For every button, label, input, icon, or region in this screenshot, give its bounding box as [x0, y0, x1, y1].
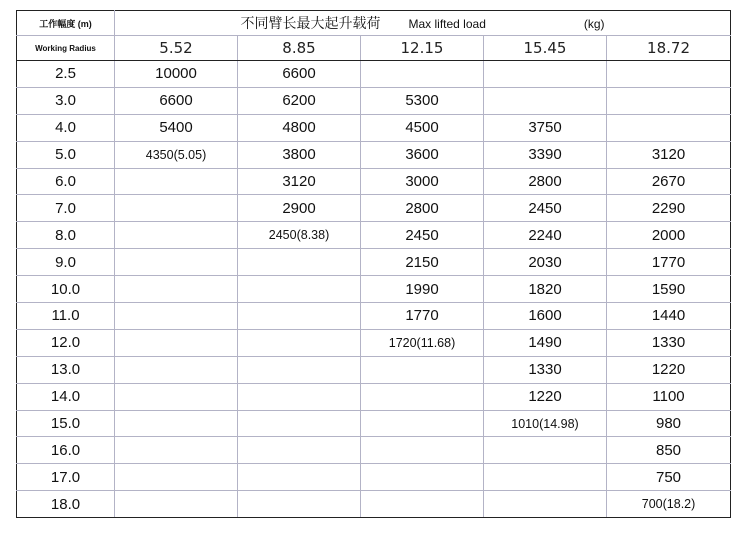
load-cell: 10000 [115, 61, 238, 88]
load-cell: 2240 [484, 222, 607, 249]
load-cell [484, 87, 607, 114]
working-radius-cell: 18.0 [17, 491, 115, 518]
load-cell: 1440 [607, 303, 731, 330]
load-cell [238, 329, 361, 356]
load-cell [607, 61, 731, 88]
working-radius-cell: 8.0 [17, 222, 115, 249]
load-cell [361, 61, 484, 88]
title-cn: 不同臂长最大起升载荷 [240, 15, 381, 31]
load-cell [238, 464, 361, 491]
table-title [115, 11, 731, 36]
title-en: Max lifted load [408, 17, 486, 31]
load-cell: 5300 [361, 87, 484, 114]
boom-length-header: 15.45 [484, 36, 607, 61]
load-cell [607, 114, 731, 141]
working-radius-label-en: Working Radius [17, 36, 115, 61]
load-cell [115, 491, 238, 518]
working-radius-cell: 15.0 [17, 410, 115, 437]
load-cell: 1720(11.68) [361, 329, 484, 356]
load-cell [484, 464, 607, 491]
load-cell: 1770 [361, 303, 484, 330]
load-cell: 6600 [115, 87, 238, 114]
load-cell: 980 [607, 410, 731, 437]
working-radius-label-cn: 工作幅度 (m) [17, 11, 115, 36]
load-cell: 700(18.2) [607, 491, 731, 518]
load-cell: 5400 [115, 114, 238, 141]
table-row [17, 303, 731, 330]
boom-length-header: 18.72 [607, 36, 731, 61]
table-row [17, 249, 731, 276]
load-cell: 4800 [238, 114, 361, 141]
table-row [17, 87, 731, 114]
load-cell [238, 383, 361, 410]
load-cell: 3390 [484, 141, 607, 168]
load-cell: 2290 [607, 195, 731, 222]
load-cell [115, 222, 238, 249]
load-cell: 3120 [607, 141, 731, 168]
load-cell: 850 [607, 437, 731, 464]
table-row [17, 114, 731, 141]
load-cell: 1220 [607, 356, 731, 383]
load-cell: 2450(8.38) [238, 222, 361, 249]
table-row [17, 437, 731, 464]
load-cell [115, 303, 238, 330]
load-cell: 2030 [484, 249, 607, 276]
load-cell: 3000 [361, 168, 484, 195]
load-cell: 1330 [607, 329, 731, 356]
load-cell [115, 383, 238, 410]
working-radius-cell: 9.0 [17, 249, 115, 276]
load-cell [115, 249, 238, 276]
load-cell [361, 437, 484, 464]
load-cell: 3120 [238, 168, 361, 195]
load-cell [484, 491, 607, 518]
load-cell: 1010(14.98) [484, 410, 607, 437]
load-cell [484, 437, 607, 464]
load-cell: 3750 [484, 114, 607, 141]
load-cell [115, 410, 238, 437]
load-cell [238, 249, 361, 276]
load-cell [238, 410, 361, 437]
working-radius-cell: 17.0 [17, 464, 115, 491]
load-cell: 1490 [484, 329, 607, 356]
load-cell: 1330 [484, 356, 607, 383]
load-cell [115, 356, 238, 383]
load-cell [115, 195, 238, 222]
header-row-boom-lengths [17, 36, 731, 61]
working-radius-cell: 3.0 [17, 87, 115, 114]
load-cell: 1600 [484, 303, 607, 330]
load-chart-table [16, 10, 731, 518]
load-cell: 6600 [238, 61, 361, 88]
load-cell: 3800 [238, 141, 361, 168]
table-row [17, 195, 731, 222]
table-row [17, 141, 731, 168]
working-radius-cell: 2.5 [17, 61, 115, 88]
load-cell: 2450 [484, 195, 607, 222]
load-cell: 2800 [361, 195, 484, 222]
load-cell: 2000 [607, 222, 731, 249]
load-cell [607, 87, 731, 114]
table-row [17, 222, 731, 249]
load-cell: 4350(5.05) [115, 141, 238, 168]
load-cell: 3600 [361, 141, 484, 168]
boom-length-header: 8.85 [238, 36, 361, 61]
load-cell: 1990 [361, 276, 484, 303]
table-row [17, 464, 731, 491]
load-cell [361, 464, 484, 491]
working-radius-cell: 7.0 [17, 195, 115, 222]
header-row-title [17, 11, 731, 36]
table-row [17, 410, 731, 437]
load-cell [115, 168, 238, 195]
working-radius-cell: 11.0 [17, 303, 115, 330]
working-radius-cell: 6.0 [17, 168, 115, 195]
working-radius-cell: 14.0 [17, 383, 115, 410]
load-cell [361, 410, 484, 437]
load-cell: 2800 [484, 168, 607, 195]
load-cell [238, 356, 361, 383]
table-row [17, 491, 731, 518]
load-cell: 1770 [607, 249, 731, 276]
load-cell [238, 276, 361, 303]
working-radius-cell: 10.0 [17, 276, 115, 303]
load-cell [238, 303, 361, 330]
load-cell [115, 276, 238, 303]
table-row [17, 356, 731, 383]
load-cell [115, 437, 238, 464]
load-cell [238, 437, 361, 464]
table-row [17, 329, 731, 356]
load-cell: 750 [607, 464, 731, 491]
load-cell [361, 383, 484, 410]
load-cell [115, 464, 238, 491]
load-cell [115, 329, 238, 356]
load-cell: 1100 [607, 383, 731, 410]
load-cell [484, 61, 607, 88]
boom-length-header: 5.52 [115, 36, 238, 61]
working-radius-cell: 5.0 [17, 141, 115, 168]
title-unit: (kg) [583, 17, 605, 31]
working-radius-cell: 13.0 [17, 356, 115, 383]
boom-length-header: 12.15 [361, 36, 484, 61]
load-cell [238, 491, 361, 518]
load-cell [361, 356, 484, 383]
working-radius-cell: 4.0 [17, 114, 115, 141]
load-cell: 2450 [361, 222, 484, 249]
working-radius-cell: 16.0 [17, 437, 115, 464]
table-row [17, 61, 731, 88]
load-cell: 1590 [607, 276, 731, 303]
load-cell: 6200 [238, 87, 361, 114]
load-cell [361, 491, 484, 518]
load-cell: 1820 [484, 276, 607, 303]
load-cell: 2900 [238, 195, 361, 222]
table-row [17, 383, 731, 410]
load-cell: 2670 [607, 168, 731, 195]
table-row [17, 168, 731, 195]
working-radius-cell: 12.0 [17, 329, 115, 356]
load-cell: 4500 [361, 114, 484, 141]
load-cell: 1220 [484, 383, 607, 410]
load-cell: 2150 [361, 249, 484, 276]
table-row [17, 276, 731, 303]
